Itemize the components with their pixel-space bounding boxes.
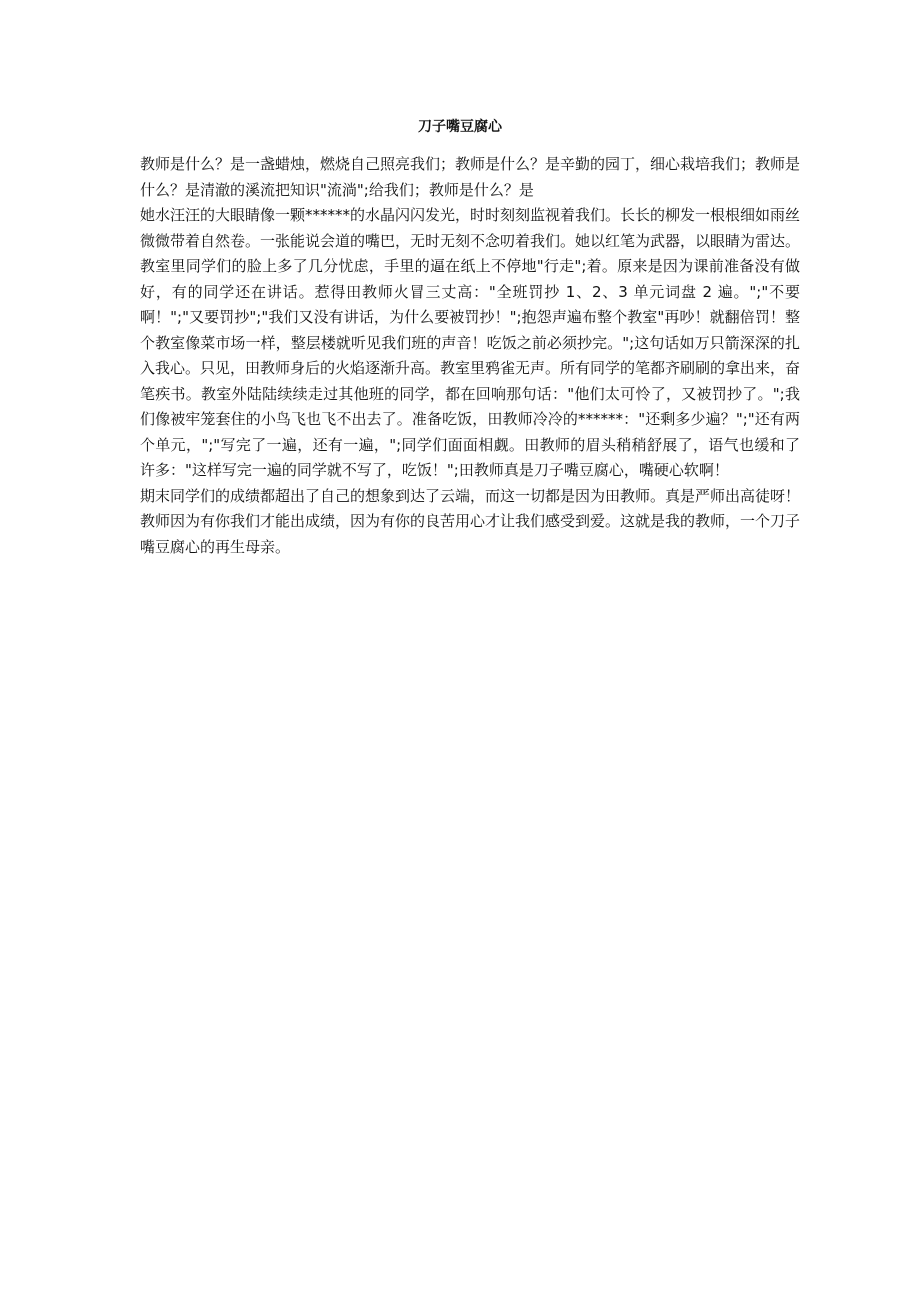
document-title: 刀子嘴豆腐心 [418, 119, 502, 135]
paragraph-1: 教师是什么？是一盏蜡烛，燃烧自己照亮我们；教师是什么？是辛勤的园丁，细心栽培我们；教师是什么？是清澈的溪流把知识"流淌";给我们；教师是什么？是 [140, 155, 801, 199]
paragraph-2: 她水汪汪的大眼睛像一颗******的水晶闪闪发光，时时刻刻监视着我们。长长的柳发一根根细如雨丝微微带着自然卷。一张能说会道的嘴巴，无时无刻不念叨着我们。她以红笔为武器，以眼睛为雷达。 [140, 206, 801, 250]
paragraph-3: 教室里同学们的脸上多了几分忧虑，手里的逼在纸上不停地"行走";着。原来是因为课前准备没有做好，有的同学还在讲话。惹得田教师火冒三丈高："全班罚抄 1、2、3 单元词盘 2 遍。";"不要啊！";"又要罚抄";"我们又没有讲话，为什么要被罚抄！";抱怨声遍布整个教室"再吵！就翻倍罚！整个教室像菜市场一样，整层楼就听见我们班的声音！吃饭之前必须抄完。";这句话如万只箭深深的扎入我心。只见，田教师身后的火焰逐渐升高。教室里鸦雀无声。所有同学的笔都齐刷刷的拿出来，奋笔疾书。教室外陆陆续续走过其他班的同学，都在回响那句话："他们太可怜了，又被罚抄了。";我们像被牢笼套住的小鸟飞也飞不出去了。准备吃饭，田教师冷冷的******："还剩多少遍？";"还有两个单元，";"写完了一遍，还有一遍，";同学们面面相觑。田教师的眉头稍稍舒展了，语气也缓和了许多："这样写完一遍的同学就不写了，吃饭！";田教师真是刀子嘴豆腐心，嘴硬心软啊！ [140, 257, 801, 479]
paragraph-5: 教师因为有你我们才能出成绩，因为有你的良苦用心才让我们感受到爱。这就是我的教师，一个刀子嘴豆腐心的再生母亲。 [140, 512, 801, 556]
paragraph-4: 期末同学们的成绩都超出了自己的想象到达了云端，而这一切都是因为田教师。真是严师出高徒呀！ [140, 486, 801, 505]
document-body [140, 152, 800, 560]
